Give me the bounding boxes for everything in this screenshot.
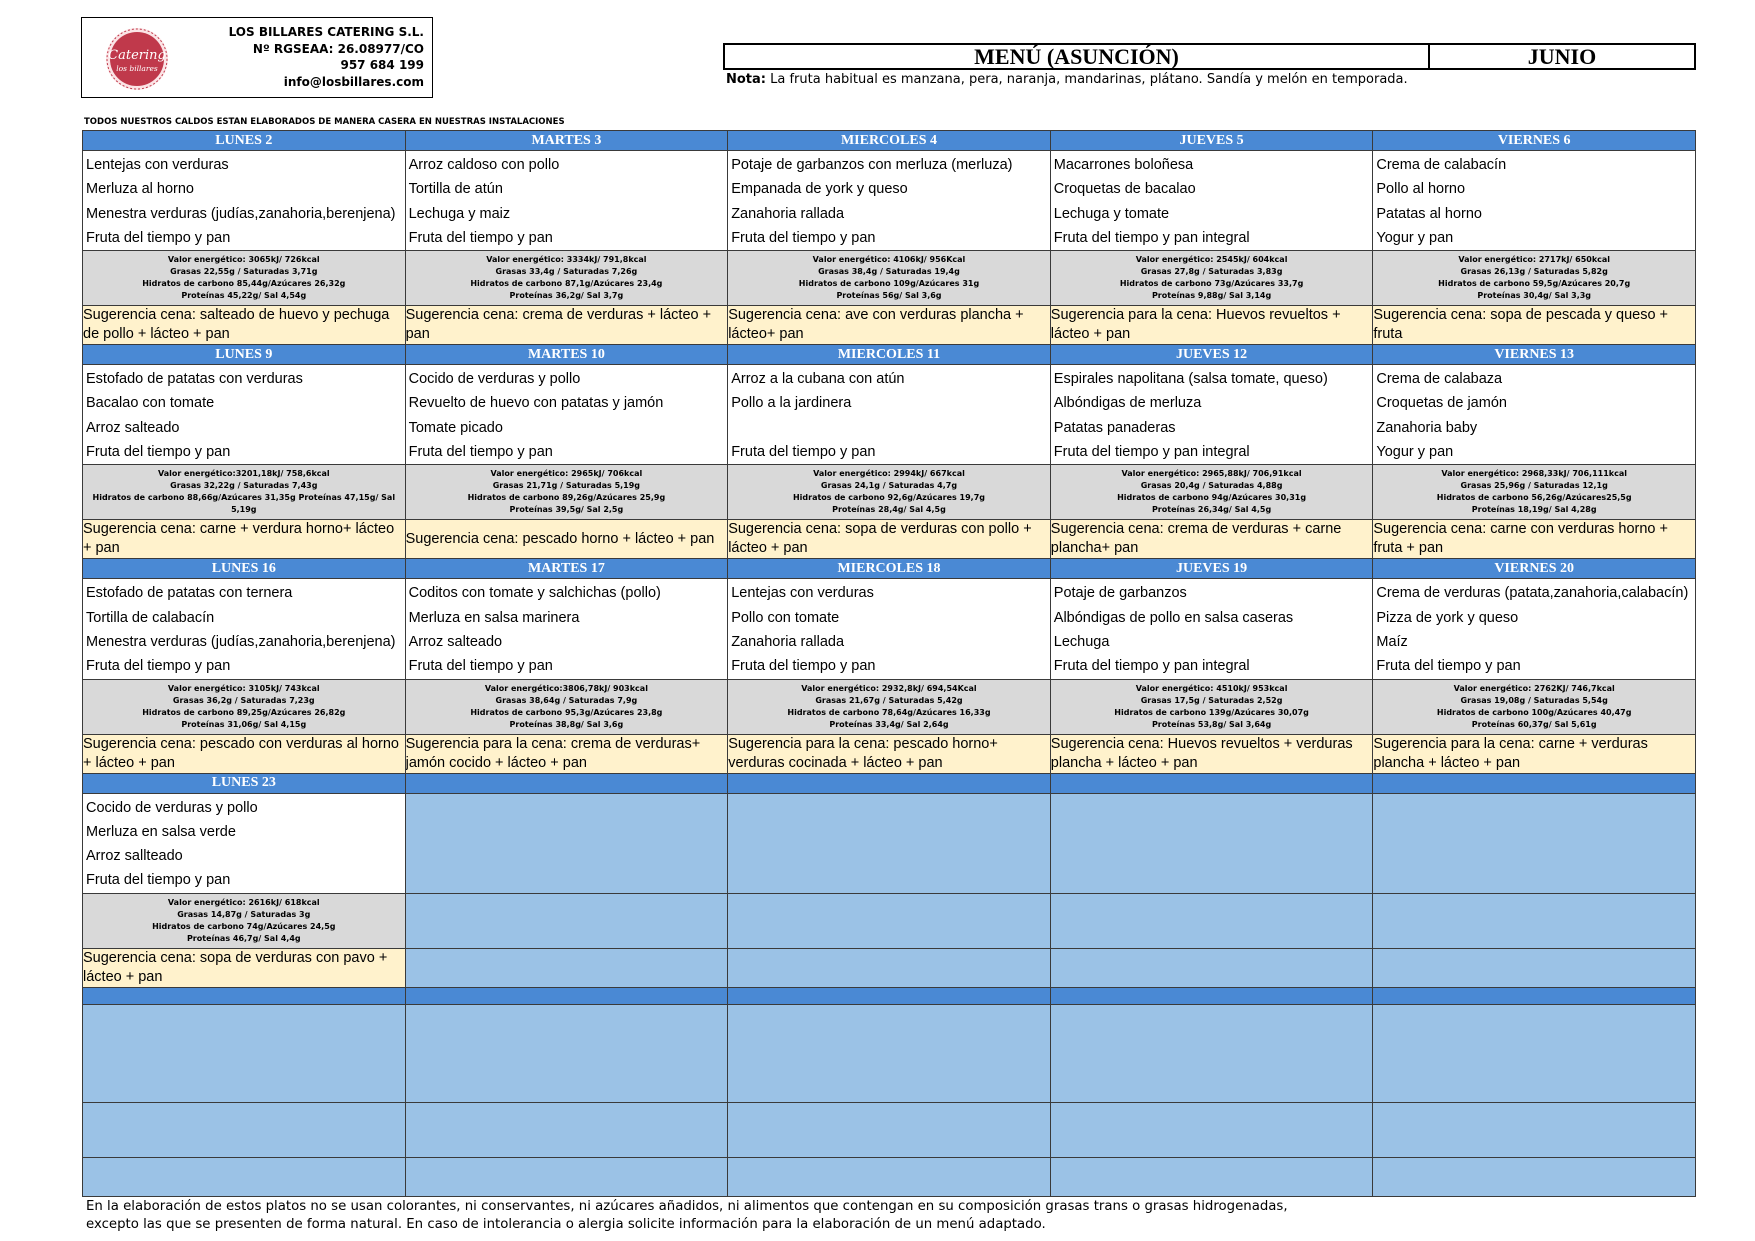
dinner-suggestion: Sugerencia cena: pescado con verduras al horno + lácteo + pan: [83, 734, 406, 773]
dish-list: [406, 579, 728, 678]
nutrition-line: Proteínas 31,06g/ Sal 4,15g: [181, 719, 307, 729]
nutrition-lines: [83, 468, 405, 516]
nutrition-line: Proteínas 33,4g/ Sal 2,64g: [829, 719, 949, 729]
dish-list: [83, 151, 405, 250]
dish-item: Pizza de york y queso: [1376, 609, 1519, 626]
day-nutrition: [1050, 679, 1373, 734]
day-header: MIERCOLES 4: [728, 131, 1051, 151]
day-nutrition: [405, 679, 728, 734]
day-header: MARTES 10: [405, 345, 728, 365]
dinner-suggestion: Sugerencia cena: salteado de huevo y pechuga de pollo + lácteo + pan: [83, 306, 406, 345]
dish-item: Pollo a la jardinera: [731, 395, 852, 412]
day-nutrition: [1373, 679, 1696, 734]
nutrition-lines: [83, 683, 405, 731]
dish-item: Patatas panaderas: [1053, 419, 1176, 436]
day-header: MARTES 17: [405, 559, 728, 579]
week-nutrition-row: [83, 465, 1696, 520]
day-dishes: [405, 579, 728, 679]
nutrition-line: Hidratos de carbono 95,3g/Azúcares 23,8g: [470, 707, 663, 717]
dish-item: Croquetas de jamón: [1376, 395, 1507, 412]
dish-list: [1051, 365, 1373, 464]
dish-item: Crema de verduras (patata,zanahoria,calabacín): [1376, 585, 1689, 602]
nutrition-line: Proteínas 36,2g/ Sal 3,7g: [509, 291, 624, 301]
nutrition-line: Hidratos de carbono 87,1g/Azúcares 23,4g: [470, 279, 663, 289]
company-name: LOS BILLARES CATERING S.L.: [228, 25, 424, 39]
empty-cell: [405, 893, 728, 948]
dish-item: Menestra verduras (judías,zanahoria,berenjena): [86, 633, 396, 650]
nutrition-line: Valor energético:3806,78kJ/ 903kcal: [484, 683, 648, 693]
dish-item: Fruta del tiempo y pan: [408, 658, 553, 675]
week-suggestion-row: [83, 734, 1696, 773]
nutrition-line: Grasas 38,64g / Saturadas 7,9g: [495, 695, 638, 705]
dinner-suggestion: Sugerencia cena: crema de verduras + carne plancha+ pan: [1050, 520, 1373, 559]
dish-item: Zanahoria rallada: [731, 205, 845, 222]
week-header-row: [83, 559, 1696, 579]
nutrition-line: Valor energético: 2968,33kJ/ 706,111kcal: [1441, 469, 1627, 479]
dish-list: [1373, 365, 1695, 464]
empty-cell: [1050, 893, 1373, 948]
nutrition-lines: [728, 468, 1050, 516]
dish-item: Yogur y pan: [1376, 444, 1454, 461]
nutrition-line: Grasas 19,08g / Saturadas 5,54g: [1460, 695, 1608, 705]
dish-item: Tomate picado: [408, 419, 503, 436]
nutrition-line: Hidratos de carbono 85,44g/Azúcares 26,32g: [142, 279, 346, 289]
empty-cell: [728, 1157, 1051, 1196]
dish-list: [406, 151, 728, 250]
day-dishes: [1050, 151, 1373, 251]
empty-cell: [1050, 793, 1373, 893]
day-dishes: [728, 579, 1051, 679]
empty-cell: [405, 793, 728, 893]
empty-header-cell: [728, 773, 1051, 793]
nutrition-line: Proteínas 9,88g/ Sal 3,14g: [1151, 291, 1272, 301]
dish-item: Fruta del tiempo y pan: [86, 658, 231, 675]
week-dishes-row: [83, 793, 1696, 893]
empty-header-cell: [1050, 773, 1373, 793]
nutrition-line: Grasas 27,8g / Saturadas 3,83g: [1140, 267, 1283, 277]
dish-item: [728, 416, 1050, 440]
nutrition-line: Grasas 20,4g / Saturadas 4,88g: [1140, 481, 1283, 491]
note-label: Nota:: [726, 72, 766, 87]
dish-item: Merluza en salsa verde: [86, 823, 236, 840]
nutrition-lines: [83, 897, 405, 945]
nutrition-lines: [1051, 468, 1373, 516]
day-header: JUEVES 12: [1050, 345, 1373, 365]
nutrition-line: Proteínas 26,34g/ Sal 4,5g: [1151, 505, 1272, 515]
dish-item: Zanahoria baby: [1376, 419, 1478, 436]
nutrition-lines: [1051, 254, 1373, 302]
dish-item: Estofado de patatas con ternera: [86, 585, 293, 602]
day-nutrition: [83, 465, 406, 520]
company-info-box: [81, 17, 433, 98]
day-header: VIERNES 13: [1373, 345, 1696, 365]
dish-list: [1051, 151, 1373, 250]
empty-cell: [1050, 948, 1373, 987]
dish-list: [406, 365, 728, 464]
day-dishes: [1050, 579, 1373, 679]
dish-item: Potaje de garbanzos: [1053, 585, 1187, 602]
separator-cell: [1373, 987, 1696, 1004]
nutrition-line: Grasas 32,22g / Saturadas 7,43g: [170, 481, 318, 491]
dish-item: Fruta del tiempo y pan: [731, 444, 876, 461]
nutrition-lines: [1373, 254, 1695, 302]
week-dishes-row: [83, 151, 1696, 251]
week-suggestion-row: [83, 520, 1696, 559]
dish-item: Cocido de verduras y pollo: [86, 799, 258, 816]
dinner-suggestion: Sugerencia cena: carne + verdura horno+ lácteo + pan: [83, 520, 406, 559]
empty-cell: [1050, 1157, 1373, 1196]
company-phone: 957 684 199: [340, 58, 424, 72]
dinner-suggestion: Sugerencia para la cena: crema de verduras+ jamón cocido + lácteo + pan: [405, 734, 728, 773]
dish-list: [83, 365, 405, 464]
nutrition-lines: [728, 254, 1050, 302]
empty-cell: [405, 1157, 728, 1196]
empty-cell: [405, 1004, 728, 1102]
nutrition-lines: [406, 468, 728, 516]
nutrition-line: Hidratos de carbono 100g/Azúcares 40,47g: [1436, 707, 1632, 717]
nutrition-line: Grasas 38,4g / Saturadas 19,4g: [818, 267, 960, 277]
nutrition-line: Hidratos de carbono 56,26g/Azúcares25,5g: [1436, 493, 1632, 503]
week-suggestion-row: [83, 306, 1696, 345]
dish-item: Estofado de patatas con verduras: [86, 371, 303, 388]
nutrition-line: Proteínas 45,22g/ Sal 4,54g: [181, 291, 307, 301]
week-header-row: [83, 131, 1696, 151]
day-nutrition: [1050, 251, 1373, 306]
week-dishes-row: [83, 365, 1696, 465]
nutrition-line: Proteínas 28,4g/ Sal 4,5g: [832, 505, 946, 515]
day-dishes: [1373, 151, 1696, 251]
footer-line: excepto las que se presenten de forma natural. En caso de intolerancia o alergia solicite información para la elaboración de un menú adaptado.: [86, 1217, 1046, 1232]
dish-item: Pollo al horno: [1376, 181, 1466, 198]
empty-cell: [728, 793, 1051, 893]
dinner-suggestion: Sugerencia cena: pescado horno + lácteo + pan: [405, 520, 728, 559]
empty-header-cell: [1373, 773, 1696, 793]
day-header: JUEVES 5: [1050, 131, 1373, 151]
day-header: MIERCOLES 11: [728, 345, 1051, 365]
day-dishes: [405, 365, 728, 465]
week-dishes-row: [83, 579, 1696, 679]
dinner-suggestion: Sugerencia cena: Huevos revueltos + verduras plancha + lácteo + pan: [1050, 734, 1373, 773]
nutrition-line: Valor energético: 2545kJ/ 604kcal: [1135, 255, 1288, 265]
dish-item: Macarrones boloñesa: [1053, 157, 1194, 173]
nutrition-lines: [83, 254, 405, 302]
menu-title: MENÚ (ASUNCIÓN): [725, 45, 1430, 68]
nutrition-lines: [1051, 683, 1373, 731]
empty-cell: [405, 1102, 728, 1157]
dish-item: Zanahoria rallada: [731, 633, 845, 650]
nutrition-line: Hidratos de carbono 73g/Azúcares 33,7g: [1119, 279, 1304, 289]
dish-item: Albóndigas de pollo en salsa caseras: [1053, 609, 1294, 626]
empty-cell: [728, 893, 1051, 948]
day-nutrition: [405, 465, 728, 520]
dish-list: [728, 151, 1050, 250]
dish-item: Menestra verduras (judías,zanahoria,berenjena): [86, 205, 396, 222]
empty-cell: [1373, 1102, 1696, 1157]
empty-cell: [1373, 793, 1696, 893]
dish-item: Fruta del tiempo y pan: [408, 444, 553, 461]
dish-item: Fruta del tiempo y pan integral: [1053, 229, 1250, 246]
day-dishes: [83, 579, 406, 679]
footer-line: En la elaboración de estos platos no se usan colorantes, ni conservantes, ni azúcares añadidos, ni alimentos que contengan en su composición grasas trans o grasas hidrogenadas,: [86, 1199, 1288, 1214]
empty-cell: [1373, 948, 1696, 987]
dish-item: Bacalao con tomate: [86, 395, 215, 412]
nutrition-lines: [406, 254, 728, 302]
dish-item: Albóndigas de merluza: [1053, 395, 1202, 412]
dish-item: Crema de calabacín: [1376, 157, 1507, 173]
nutrition-line: Valor energético: 3105kJ/ 743kcal: [167, 683, 320, 693]
day-header: LUNES 16: [83, 559, 406, 579]
day-header: MIERCOLES 18: [728, 559, 1051, 579]
day-nutrition: [1373, 465, 1696, 520]
day-dishes: [728, 365, 1051, 465]
dinner-suggestion: Sugerencia cena: sopa de pescada y queso + fruta: [1373, 306, 1696, 345]
fruit-note: [726, 72, 1408, 87]
dish-item: Fruta del tiempo y pan: [1376, 658, 1521, 675]
dinner-suggestion: Sugerencia cena: sopa de verduras con pollo + lácteo + pan: [728, 520, 1051, 559]
nutrition-line: Grasas 25,96g / Saturadas 12,1g: [1460, 481, 1608, 491]
week-nutrition-row: [83, 679, 1696, 734]
nutrition-line: Valor energético: 2616kJ/ 618kcal: [167, 897, 320, 907]
nutrition-line: Valor energético: 2762KJ/ 746,7kcal: [1453, 683, 1615, 693]
day-header: VIERNES 6: [1373, 131, 1696, 151]
dish-item: Lechuga: [1053, 633, 1110, 650]
dish-item: Lechuga y tomate: [1053, 205, 1170, 222]
empty-cell: [83, 1102, 406, 1157]
nutrition-lines: [1373, 468, 1695, 516]
empty-cell: [405, 948, 728, 987]
empty-cell: [83, 1004, 406, 1102]
dish-list: [728, 365, 1050, 464]
day-nutrition: [83, 251, 406, 306]
dish-item: Arroz caldoso con pollo: [408, 157, 560, 173]
dish-item: Fruta del tiempo y pan: [86, 444, 231, 461]
dish-item: Fruta del tiempo y pan integral: [1053, 658, 1250, 675]
nutrition-line: Grasas 14,87g / Saturadas 3g: [177, 909, 311, 919]
nutrition-line: Valor energético: 2965kJ/ 706kcal: [490, 469, 643, 479]
week-header-row: [83, 773, 1696, 793]
dish-item: Espirales napolitana (salsa tomate, queso): [1053, 371, 1328, 388]
footer-note: [86, 1198, 1288, 1234]
catering-logo: [96, 26, 178, 92]
empty-cell: [1373, 893, 1696, 948]
nutrition-line: Hidratos de carbono 109g/Azúcares 31g: [798, 279, 980, 289]
day-header: LUNES 2: [83, 131, 406, 151]
nutrition-line: Valor energético:3201,18kJ/ 758,6kcal: [157, 469, 330, 479]
week-nutrition-row: [83, 893, 1696, 948]
nutrition-line: Valor energético: 2932,8kJ/ 694,54Kcal: [801, 683, 977, 693]
nutrition-line: Proteínas 60,37g/ Sal 5,61g: [1471, 719, 1597, 729]
dish-item: Croquetas de bacalao: [1053, 181, 1196, 198]
nutrition-line: Grasas 26,13g / Saturadas 5,82g: [1460, 267, 1608, 277]
dish-item: Fruta del tiempo y pan: [408, 229, 553, 246]
dinner-suggestion: Sugerencia para la cena: carne + verduras plancha + lácteo + pan: [1373, 734, 1696, 773]
week-suggestion-row: [83, 948, 1696, 987]
empty-cell: [1373, 1157, 1696, 1196]
nutrition-line: Grasas 21,67g / Saturadas 5,42g: [815, 695, 963, 705]
company-email: info@losbillares.com: [283, 74, 424, 89]
nutrition-line: Valor energético: 2717kJ/ 650kcal: [1458, 255, 1611, 265]
dish-item: Fruta del tiempo y pan: [731, 658, 876, 675]
nutrition-line: Grasas 21,71g / Saturadas 5,19g: [492, 481, 641, 491]
dish-item: Maíz: [1376, 633, 1408, 650]
menu-grid: [82, 130, 1696, 1197]
day-dishes: [1373, 579, 1696, 679]
nutrition-line: Valor energético: 4510kJ/ 953kcal: [1135, 683, 1288, 693]
nutrition-line: Proteínas 53,8g/ Sal 3,64g: [1151, 719, 1272, 729]
dinner-suggestion: Sugerencia cena: crema de verduras + lácteo + pan: [405, 306, 728, 345]
day-header: JUEVES 19: [1050, 559, 1373, 579]
dish-item: Tortilla de atún: [408, 181, 503, 198]
nutrition-line: Hidratos de carbono 74g/Azúcares 24,5g: [152, 921, 336, 931]
menu-month: JUNIO: [1527, 43, 1597, 69]
dish-item: Fruta del tiempo y pan: [86, 229, 231, 246]
dish-list: [1373, 151, 1695, 250]
day-nutrition: [728, 251, 1051, 306]
nutrition-line: Hidratos de carbono 94g/Azúcares 30,31g: [1117, 493, 1307, 503]
dish-item: Lechuga y maiz: [408, 205, 511, 222]
day-nutrition: [728, 465, 1051, 520]
day-nutrition: [405, 251, 728, 306]
dish-item: Merluza al horno: [86, 181, 194, 198]
separator-cell: [728, 987, 1051, 1004]
day-dishes: [83, 151, 406, 251]
dish-item: Cocido de verduras y pollo: [408, 371, 581, 388]
nutrition-line: Hidratos de carbono 139g/Azúcares 30,07g: [1114, 707, 1309, 717]
day-header: LUNES 9: [83, 345, 406, 365]
nutrition-line: Grasas 24,1g / Saturadas 4,7g: [820, 481, 958, 491]
dish-list: [728, 579, 1050, 678]
nutrition-line: Proteínas 18,19g/ Sal 4,28g: [1471, 505, 1597, 515]
dish-item: Arroz salteado: [86, 419, 180, 436]
note-text: La fruta habitual es manzana, pera, naranja, mandarinas, plátano. Sandía y melón en temporada.: [766, 72, 1408, 87]
svg-text:los billares: los billares: [116, 64, 158, 73]
day-dishes: [83, 793, 406, 893]
nutrition-line: Valor energético: 2994kJ/ 667kcal: [813, 469, 965, 479]
nutrition-lines: [728, 683, 1050, 731]
empty-cell: [1050, 1102, 1373, 1157]
dinner-suggestion: Sugerencia para la cena: Huevos revueltos + lácteo + pan: [1050, 306, 1373, 345]
dish-list: [1051, 579, 1373, 678]
empty-row: [83, 1157, 1696, 1196]
company-rgseaa: Nº RGSEAA: 26.08977/CO: [252, 41, 424, 56]
nutrition-line: Valor energético: 3065kJ/ 726kcal: [167, 255, 320, 265]
day-nutrition: [1050, 465, 1373, 520]
nutrition-lines: [1373, 683, 1695, 731]
day-nutrition: [1373, 251, 1696, 306]
svg-text:Catering: Catering: [108, 48, 166, 63]
dish-item: Potaje de garbanzos con merluza (merluza): [731, 157, 1013, 173]
nutrition-line: Hidratos de carbono 89,25g/Azúcares 26,82g: [142, 707, 346, 717]
nutrition-line: Grasas 36,2g / Saturadas 7,23g: [172, 695, 315, 705]
day-dishes: [1050, 365, 1373, 465]
nutrition-line: Grasas 33,4g / Saturadas 7,26g: [495, 267, 638, 277]
day-dishes: [405, 151, 728, 251]
separator-cell: [1050, 987, 1373, 1004]
nutrition-line: Proteínas 56g/ Sal 3,6g: [836, 291, 942, 301]
day-nutrition: [83, 679, 406, 734]
dish-item: Revuelto de huevo con patatas y jamón: [408, 395, 664, 412]
day-dishes: [728, 151, 1051, 251]
empty-row: [83, 1004, 1696, 1102]
nutrition-line: Hidratos de carbono 59,5g/Azúcares 20,7g: [1438, 279, 1631, 289]
empty-cell: [1050, 1004, 1373, 1102]
dish-list: [83, 794, 405, 893]
caldos-note: TODOS NUESTROS CALDOS ESTAN ELABORADOS DE MANERA CASERA EN NUESTRAS INSTALACIONES: [84, 117, 565, 127]
nutrition-line: Hidratos de carbono 88,66g/Azúcares 31,35g Proteínas 47,15g/ Sal 5,19g: [92, 493, 396, 515]
dish-item: Pollo con tomate: [731, 609, 840, 626]
nutrition-line: Hidratos de carbono 92,6g/Azúcares 19,7g: [792, 493, 986, 503]
dish-item: Arroz sallteado: [86, 848, 183, 865]
empty-header-cell: [405, 773, 728, 793]
dish-item: Lentejas con verduras: [86, 157, 229, 173]
dish-item: Lentejas con verduras: [731, 585, 874, 602]
empty-cell: [1373, 1004, 1696, 1102]
empty-cell: [728, 1102, 1051, 1157]
dish-list: [83, 579, 405, 678]
week-nutrition-row: [83, 251, 1696, 306]
dish-item: Coditos con tomate y salchichas (pollo): [408, 585, 661, 602]
dish-item: Fruta del tiempo y pan integral: [1053, 444, 1250, 461]
nutrition-lines: [406, 683, 728, 731]
day-header: VIERNES 20: [1373, 559, 1696, 579]
dish-item: Arroz salteado: [408, 633, 503, 650]
week-header-row: [83, 345, 1696, 365]
nutrition-line: Proteínas 30,4g/ Sal 3,3g: [1477, 291, 1592, 301]
nutrition-line: Proteínas 39,5g/ Sal 2,5g: [509, 505, 624, 515]
separator-cell: [83, 987, 406, 1004]
day-nutrition: [728, 679, 1051, 734]
nutrition-line: Grasas 22,55g / Saturadas 3,71g: [170, 267, 318, 277]
nutrition-line: Grasas 17,5g / Saturadas 2,52g: [1140, 695, 1283, 705]
dish-item: Empanada de york y queso: [731, 181, 908, 198]
nutrition-line: Proteínas 46,7g/ Sal 4,4g: [186, 933, 301, 943]
day-dishes: [1373, 365, 1696, 465]
separator-row: [83, 987, 1696, 1004]
dinner-suggestion: Sugerencia cena: carne con verduras horno + fruta + pan: [1373, 520, 1696, 559]
dish-item: Tortilla de calabacín: [86, 609, 215, 626]
empty-cell: [728, 1004, 1051, 1102]
day-header: LUNES 23: [83, 773, 406, 793]
nutrition-line: Hidratos de carbono 78,64g/Azúcares 16,33g: [787, 707, 991, 717]
dish-item: Patatas al horno: [1376, 205, 1482, 222]
nutrition-line: Valor energético: 4106kJ/ 956Kcal: [812, 255, 966, 265]
dish-item: Fruta del tiempo y pan: [731, 229, 876, 246]
dish-item: Crema de calabaza: [1376, 371, 1503, 388]
dish-list: [1373, 579, 1695, 678]
nutrition-line: Valor energético: 3334kJ/ 791,8kcal: [486, 255, 647, 265]
dish-item: Merluza en salsa marinera: [408, 609, 580, 626]
separator-cell: [405, 987, 728, 1004]
dish-item: Fruta del tiempo y pan: [86, 872, 231, 889]
nutrition-line: Proteínas 38,8g/ Sal 3,6g: [509, 719, 624, 729]
nutrition-line: Valor energético: 2965,88kJ/ 706,91kcal: [1121, 469, 1302, 479]
menu-title-table: [723, 43, 1696, 70]
day-header: MARTES 3: [405, 131, 728, 151]
empty-cell: [728, 948, 1051, 987]
dinner-suggestion: Sugerencia cena: ave con verduras plancha + lácteo+ pan: [728, 306, 1051, 345]
nutrition-line: Hidratos de carbono 89,26g/Azúcares 25,9g: [467, 493, 666, 503]
day-nutrition: [83, 893, 406, 948]
empty-row: [83, 1102, 1696, 1157]
dinner-suggestion: Sugerencia para la cena: pescado horno+ verduras cocinada + lácteo + pan: [728, 734, 1051, 773]
dish-item: Yogur y pan: [1376, 229, 1454, 246]
dish-item: Arroz a la cubana con atún: [731, 371, 905, 388]
day-dishes: [83, 365, 406, 465]
dinner-suggestion: Sugerencia cena: sopa de verduras con pavo + lácteo + pan: [83, 948, 406, 987]
empty-cell: [83, 1157, 406, 1196]
